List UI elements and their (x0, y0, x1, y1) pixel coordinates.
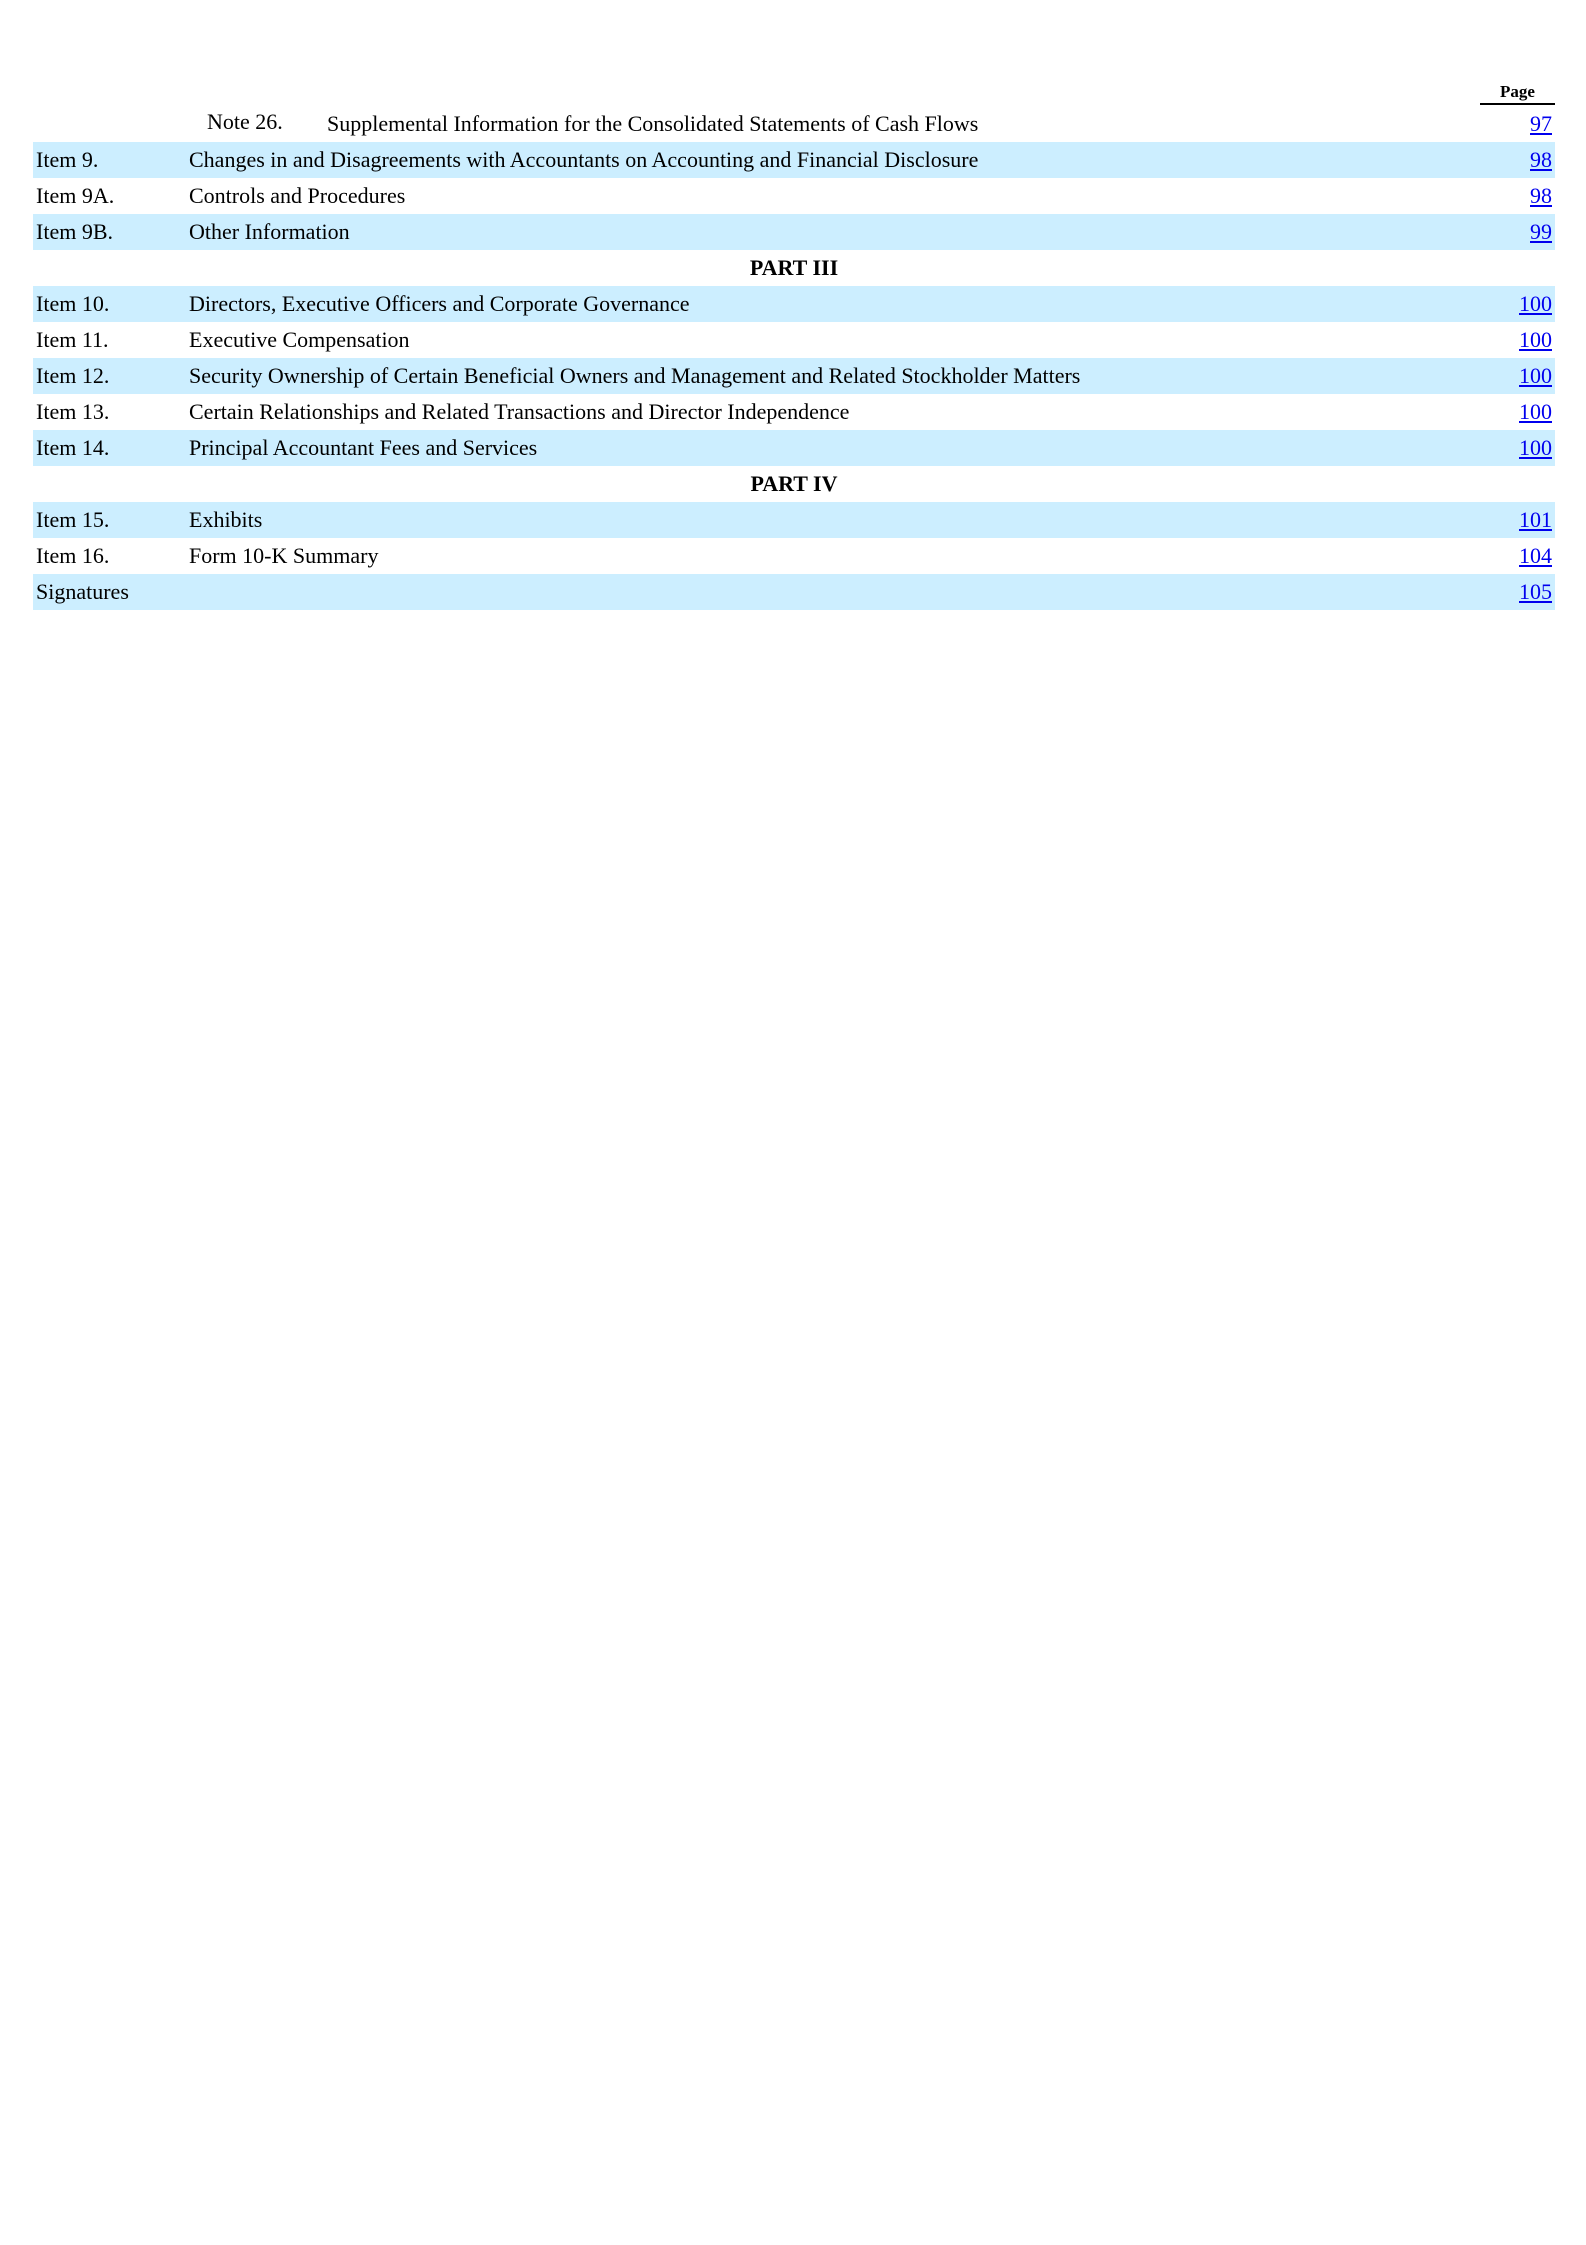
toc-row-signatures (33, 574, 1555, 610)
page-link[interactable]: 98 (1530, 147, 1552, 172)
item-title: Changes in and Disagreements with Accountants on Accounting and Financial Disclosure (189, 147, 979, 172)
item-label: Signatures (36, 579, 129, 604)
page-link[interactable]: 100 (1519, 363, 1552, 388)
item-label: Item 9A. (36, 183, 115, 208)
page-link[interactable]: 100 (1519, 327, 1552, 352)
page-column-header: Page (1480, 82, 1555, 105)
item-label: Item 9. (36, 147, 99, 172)
page-link[interactable]: 101 (1519, 507, 1552, 532)
page-link[interactable]: 100 (1519, 399, 1552, 424)
page-link[interactable]: 98 (1530, 183, 1552, 208)
page-link[interactable]: 97 (1530, 111, 1552, 136)
note-title: Supplemental Information for the Consolidated Statements of Cash Flows (327, 111, 979, 136)
toc-row-item-9a (33, 178, 1555, 214)
item-label: Item 16. (36, 543, 110, 568)
toc-row-item-10 (33, 286, 1555, 322)
item-label: Item 12. (36, 363, 110, 388)
table-of-contents (33, 82, 1555, 610)
item-title: Executive Compensation (189, 327, 410, 352)
item-title: Other Information (189, 219, 350, 244)
toc-row-item-14 (33, 430, 1555, 466)
toc-row-item-15 (33, 502, 1555, 538)
item-label: Item 11. (36, 327, 109, 352)
page-link[interactable]: 105 (1519, 579, 1552, 604)
page-link[interactable]: 99 (1530, 219, 1552, 244)
page-link[interactable]: 100 (1519, 435, 1552, 460)
item-title: Principal Accountant Fees and Services (189, 435, 538, 460)
item-label: Item 15. (36, 507, 110, 532)
page-link[interactable]: 104 (1519, 543, 1552, 568)
toc-row-note-26 (33, 106, 1555, 142)
toc-row-item-13 (33, 394, 1555, 430)
item-title: Form 10-K Summary (189, 543, 379, 568)
toc-row-item-16 (33, 538, 1555, 574)
toc-header (33, 82, 1555, 106)
item-label: Item 13. (36, 399, 110, 424)
part-heading-iv: PART IV (750, 471, 838, 496)
toc-row-item-12 (33, 358, 1555, 394)
part-heading-iii: PART III (749, 255, 839, 280)
item-title: Security Ownership of Certain Beneficial Owners and Management and Related Stockholder Matters (189, 363, 1081, 388)
item-title: Certain Relationships and Related Transactions and Director Independence (189, 399, 850, 424)
note-label: Note 26. (207, 109, 283, 134)
item-label: Item 9B. (36, 219, 113, 244)
toc-row-item-11 (33, 322, 1555, 358)
item-title: Controls and Procedures (189, 183, 406, 208)
item-title: Exhibits (189, 507, 263, 532)
item-label: Item 10. (36, 291, 110, 316)
item-title: Directors, Executive Officers and Corporate Governance (189, 291, 690, 316)
toc-row-item-9b (33, 214, 1555, 250)
item-label: Item 14. (36, 435, 110, 460)
page-link[interactable]: 100 (1519, 291, 1552, 316)
toc-row-item-9 (33, 142, 1555, 178)
